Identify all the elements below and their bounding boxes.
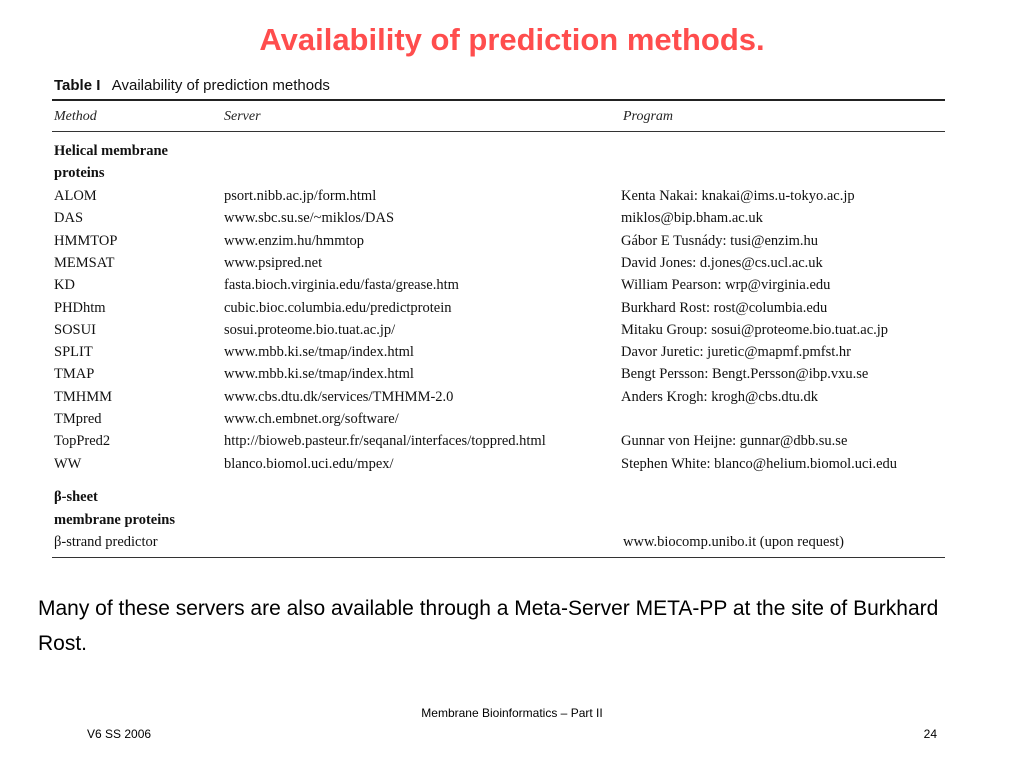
- table-cell-method: TMAP: [54, 366, 95, 382]
- table-caption-text: Availability of prediction methods: [111, 77, 330, 94]
- table-top-rule: [52, 99, 945, 101]
- body-paragraph: Many of these servers are also available through a Meta-Server META-PP at the site of Burkhard Rost.: [38, 597, 939, 655]
- table-cell-method: SOSUI: [54, 322, 96, 338]
- table-cell-method: HMMTOP: [54, 233, 118, 249]
- table-cell-server: http://bioweb.pasteur.fr/seqanal/interfaces/toppred.html: [224, 433, 546, 449]
- column-header-program: Program: [623, 109, 674, 124]
- table-cell-server: www.psipred.net: [224, 255, 323, 271]
- table-cell-method: DAS: [54, 210, 84, 226]
- group-heading-beta-line1: β-sheet: [54, 489, 98, 505]
- table-cell-program: David Jones: d.jones@cs.ucl.ac.uk: [621, 255, 823, 271]
- table-cell-method: KD: [54, 277, 75, 293]
- table-cell-method: TopPred2: [54, 433, 111, 449]
- group-heading-helical-line1: Helical membrane: [54, 143, 168, 159]
- table-caption: [54, 77, 330, 94]
- table-cell-program: Stephen White: blanco@helium.biomol.uci.edu: [621, 456, 898, 472]
- table-cell-server: www.cbs.dtu.dk/services/TMHMM-2.0: [224, 389, 454, 405]
- group-heading-helical-line2: proteins: [54, 165, 105, 181]
- beta-row-method: β-strand predictor: [54, 534, 158, 550]
- footer-page-number: 24: [923, 727, 937, 741]
- table-caption-label: Table I: [54, 77, 101, 94]
- table-bottom-rule: [52, 557, 945, 558]
- column-header-server: Server: [224, 109, 261, 124]
- table-cell-program: miklos@bip.bham.ac.uk: [621, 210, 763, 226]
- table-header-rule: [52, 131, 945, 132]
- table-cell-server: www.ch.embnet.org/software/: [224, 411, 399, 427]
- table-cell-server: fasta.bioch.virginia.edu/fasta/grease.htm: [224, 277, 459, 293]
- table-cell-method: TMHMM: [54, 389, 113, 405]
- slide-title: Availability of prediction methods.: [259, 22, 765, 57]
- group-heading-beta-line2: membrane proteins: [54, 512, 175, 528]
- table-cell-server: www.mbb.ki.se/tmap/index.html: [224, 344, 414, 360]
- table-cell-program: Burkhard Rost: rost@columbia.edu: [621, 300, 828, 316]
- table-cell-method: MEMSAT: [54, 255, 115, 271]
- table-cell-program: Kenta Nakai: knakai@ims.u-tokyo.ac.jp: [621, 188, 855, 204]
- table-cell-program: William Pearson: wrp@virginia.edu: [621, 277, 831, 293]
- table-cell-program: Gunnar von Heijne: gunnar@dbb.su.se: [621, 433, 848, 449]
- table-cell-server: blanco.biomol.uci.edu/mpex/: [224, 456, 394, 472]
- table-cell-program: Anders Krogh: krogh@cbs.dtu.dk: [621, 389, 818, 405]
- table-cell-program: Mitaku Group: sosui@proteome.bio.tuat.ac.jp: [621, 322, 889, 338]
- footer-title: Membrane Bioinformatics – Part II: [421, 706, 603, 720]
- table-cell-method: TMpred: [54, 411, 102, 427]
- table-cell-method: SPLIT: [54, 344, 93, 360]
- table-cell-server: www.sbc.su.se/~miklos/DAS: [224, 210, 395, 226]
- table-cell-method: WW: [54, 456, 82, 472]
- column-header-method: Method: [54, 109, 97, 124]
- table-cell-method: ALOM: [54, 188, 97, 204]
- table-cell-program: Bengt Persson: Bengt.Persson@ibp.vxu.se: [621, 366, 869, 382]
- table-cell-program: Gábor E Tusnády: tusi@enzim.hu: [621, 233, 819, 249]
- footer-course: V6 SS 2006: [87, 727, 152, 741]
- table-cell-method: PHDhtm: [54, 300, 106, 316]
- table-cell-server: www.enzim.hu/hmmtop: [224, 233, 365, 249]
- table-cell-server: cubic.bioc.columbia.edu/predictprotein: [224, 300, 452, 316]
- table-cell-server: sosui.proteome.bio.tuat.ac.jp/: [224, 322, 396, 338]
- table-cell-program: Davor Juretic: juretic@mapmf.pmfst.hr: [621, 344, 851, 360]
- table-cell-server: www.mbb.ki.se/tmap/index.html: [224, 366, 414, 382]
- table-cell-server: psort.nibb.ac.jp/form.html: [224, 188, 377, 204]
- beta-row-program: www.biocomp.unibo.it (upon request): [623, 534, 844, 550]
